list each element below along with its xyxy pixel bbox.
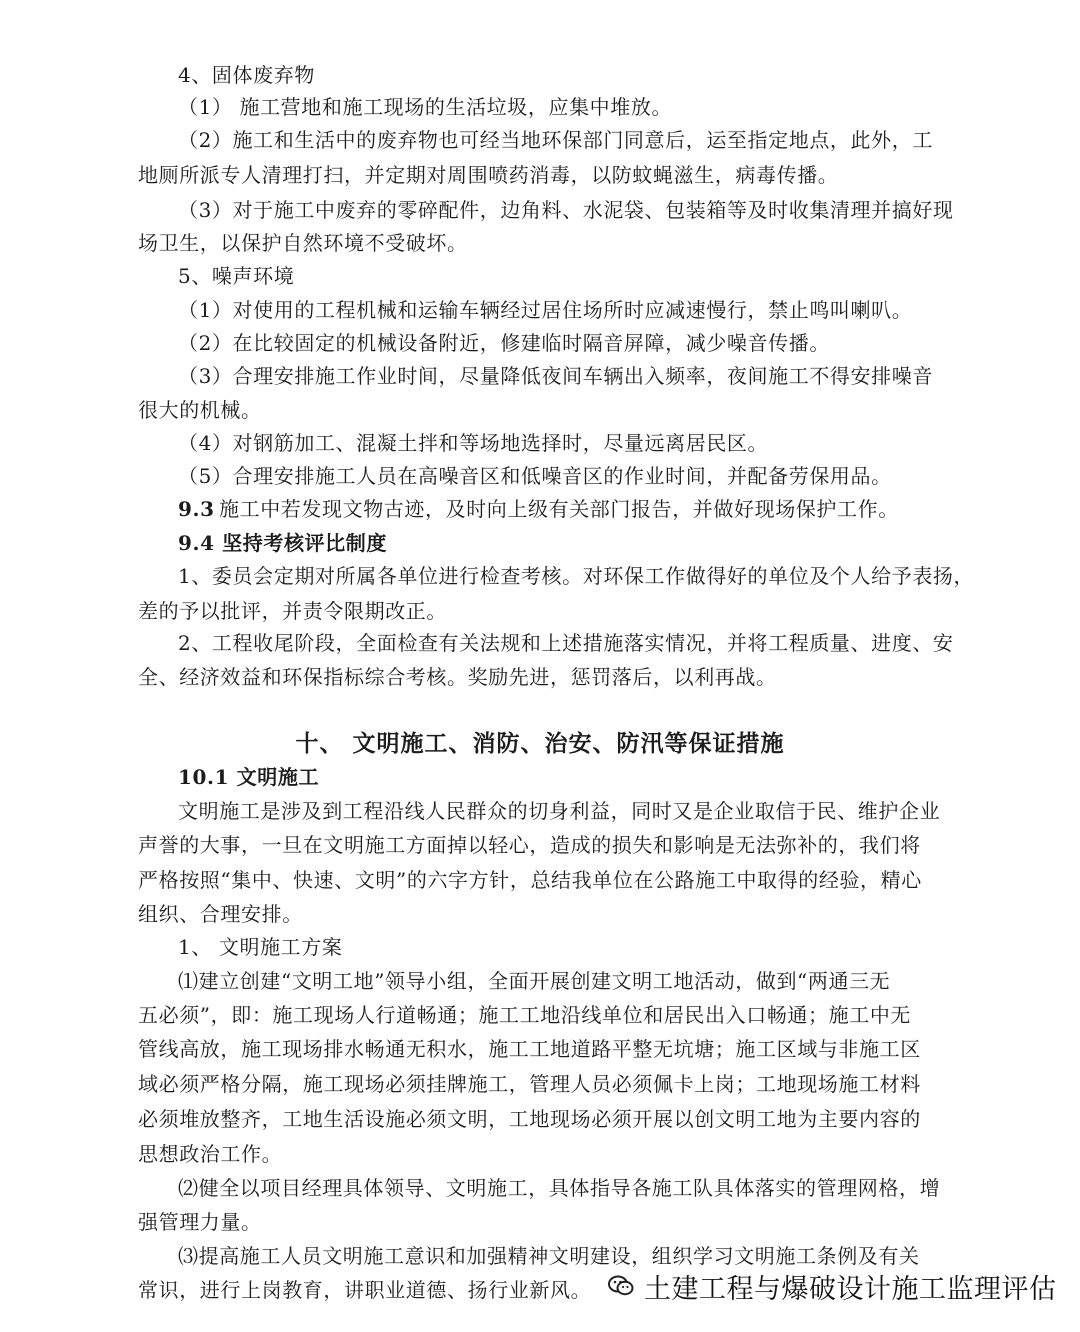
paragraph-line: 五必须”，即：施工现场人行道畅通；施工工地沿线单位和居民出入口畅通；施工中无 [138,1003,912,1027]
paragraph-line: 常识，进行上岗教育，讲职业道德、扬行业新风。 [138,1278,592,1302]
paragraph-line: 很大的机械。 [138,398,262,422]
paragraph-line: 差的予以批评，并责令限期改正。 [138,599,447,623]
paragraph-line: 强管理力量。 [138,1210,262,1234]
paragraph-line: 施工中若发现文物古迹，及时向上级有关部门报告，并做好现场保护工作。 [219,497,899,521]
wechat-watermark [606,1264,1057,1308]
subsection-plan-title: 1、 文明施工方案 [178,935,343,959]
paragraph-line: （3）合理安排施工作业时间，尽量降低夜间车辆出入频率，夜间施工不得安排噪音 [178,364,933,388]
paragraph-line: （3）对于施工中废弃的零碎配件，边角料、水泥袋、包装箱等及时收集清理并搞好现 [178,198,954,222]
paragraph-line: 思想政治工作。 [138,1142,283,1166]
paragraph-line: 1、委员会定期对所属各单位进行检查考核。对环保工作做得好的单位及个人给予表扬， [178,564,975,588]
paragraph-line: （2）施工和生活中的废弃物也可经当地环保部门同意后，运至指定地点，此外，工 [178,128,933,152]
paragraph-line: ⑴建立创建“文明工地”领导小组，全面开展创建文明工地活动，做到“两通三无 [178,969,891,993]
paragraph-line: 2、工程收尾阶段，全面检查有关法规和上述措施落实情况，并将工程质量、进度、安 [178,631,954,655]
subsection-10-1-title: 10.1 文明施工 [178,765,320,789]
paragraph-line: ⑵健全以项目经理具体领导、文明施工，具体指导各施工队具体落实的管理网格，增 [178,1176,941,1200]
paragraph-line: 地厕所派专人清理打扫，并定期对周围喷药消毒，以防蚊蝇滋生，病毒传播。 [138,163,839,187]
paragraph-line: 文明施工是涉及到工程沿线人民群众的切身利益，同时又是企业取信于民、维护企业 [178,799,941,823]
paragraph-line: 管线高放，施工现场排水畅通无积水，施工工地道路平整无坑塘；施工区域与非施工区 [138,1037,921,1061]
paragraph-line: 严格按照“集中、快速、文明”的六字方针，总结我单位在公路施工中取得的经验，精心 [138,868,922,892]
section-solid-waste-title: 4、固体废弃物 [178,63,315,87]
paragraph-line: （5）合理安排施工人员在高噪音区和低噪音区的作业时间，并配备劳保用品。 [178,464,892,488]
subsection-9-4-title: 9.4 坚持考核评比制度 [178,531,387,555]
section-noise-title: 5、噪声环境 [178,264,295,288]
paragraph-line: （2）在比较固定的机械设备附近，修建临时隔音屏障，减少噪音传播。 [178,331,830,355]
paragraph-line: 声誉的大事，一旦在文明施工方面掉以轻心，造成的损失和影响是无法弥补的，我们将 [138,833,921,857]
paragraph-line: （1） 施工营地和施工现场的生活垃圾，应集中堆放。 [178,95,673,119]
clause-number-9-3: 9.3 [178,497,215,521]
paragraph-line: ⑶提高施工人员文明施工意识和加强精神文明建设，组织学习文明施工条例及有关 [178,1244,920,1268]
paragraph-line: 组织、合理安排。 [138,902,303,926]
paragraph-line: （1）对使用的工程机械和运输车辆经过居住场所时应减速慢行，禁止鸣叫喇叭。 [178,298,913,322]
paragraph-line: 必须堆放整齐，工地生活设施必须文明，工地现场必须开展以创文明工地为主要内容的 [138,1107,921,1131]
watermark-text: 土建工程与爆破设计施工监理评估 [644,1273,1057,1305]
chapter-ten-heading: 十、 文明施工、消防、治安、防汛等保证措施 [295,730,785,757]
paragraph-line: 全、经济效益和环保指标综合考核。奖励先进，惩罚落后，以利再战。 [138,665,777,689]
wechat-icon [606,1271,636,1301]
paragraph-line: 域必须严格分隔，施工现场必须挂牌施工，管理人员必须佩卡上岗；工地现场施工材料 [138,1072,921,1096]
paragraph-line: 场卫生，以保护自然环境不受破坏。 [138,231,468,255]
paragraph-line: （4）对钢筋加工、混凝土拌和等场地选择时，尽量远离居民区。 [178,431,769,455]
